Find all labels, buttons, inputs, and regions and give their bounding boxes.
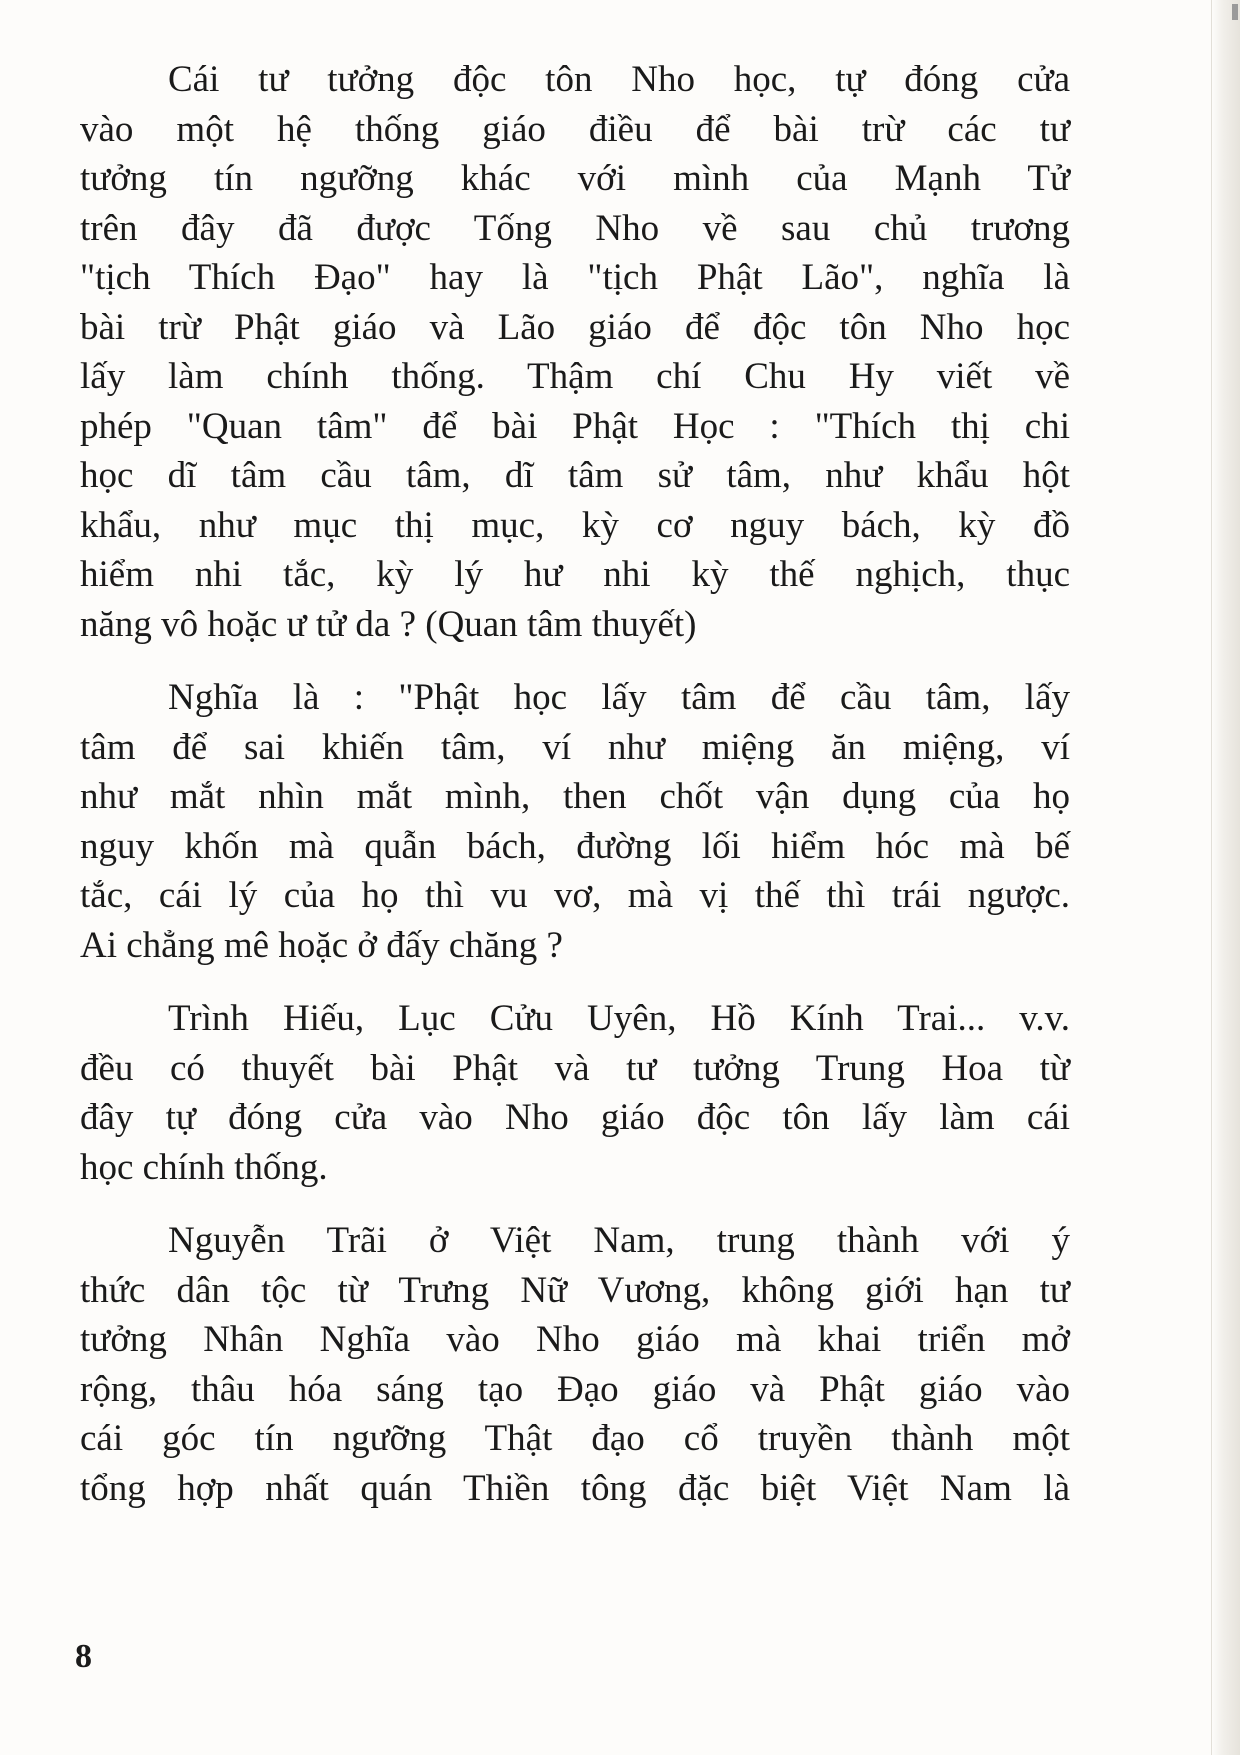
edge-mark	[1232, 4, 1238, 20]
paragraph-3	[80, 994, 1070, 1192]
paragraph-1	[80, 55, 1070, 649]
text-line: tưởng Nhân Nghĩa vào Nho giáo mà khai triển mở	[80, 1319, 1070, 1360]
text-line: nguy khốn mà quẫn bách, đường lối hiểm hóc mà bế	[80, 825, 1070, 867]
paragraph-4	[80, 1216, 1070, 1513]
text-line: Trình Hiếu, Lục Cửu Uyên, Hồ Kính Trai... v.v.	[168, 998, 1070, 1039]
text-line: như mắt nhìn mắt mình, then chốt vận dụng của họ	[80, 776, 1070, 817]
text-line: tưởng tín ngưỡng khác với mình của Mạnh Tử	[80, 158, 1070, 199]
page-binding-edge	[1211, 0, 1240, 1755]
text-line: phép "Quan tâm" để bài Phật Học : "Thích thị chi	[80, 405, 1070, 447]
text-line: khẩu, như mục thị mục, kỳ cơ nguy bách, kỳ đồ	[80, 504, 1070, 546]
body-text	[80, 55, 1070, 1513]
text-line: Ai chẳng mê hoặc ở đấy chăng ?	[80, 924, 563, 966]
text-line: Nghĩa là : "Phật học lấy tâm để cầu tâm, lấy	[168, 677, 1070, 718]
text-line: đều có thuyết bài Phật và tư tưởng Trung Hoa từ	[80, 1047, 1070, 1089]
text-line: vào một hệ thống giáo điều để bài trừ các tư	[80, 108, 1070, 150]
text-line: học chính thống.	[80, 1146, 328, 1188]
text-line: cái góc tín ngưỡng Thật đạo cổ truyền thành một	[80, 1418, 1070, 1459]
text-line: tâm để sai khiến tâm, ví như miệng ăn miệng, ví	[80, 726, 1070, 768]
text-line: trên đây đã được Tống Nho về sau chủ trương	[80, 207, 1070, 249]
text-line: Nguyễn Trãi ở Việt Nam, trung thành với ý	[168, 1220, 1070, 1261]
paragraph-2	[80, 673, 1070, 970]
text-line: tổng hợp nhất quán Thiền tông đặc biệt Việt Nam là	[80, 1467, 1070, 1509]
text-line: rộng, thâu hóa sáng tạo Đạo giáo và Phật giáo vào	[80, 1368, 1070, 1410]
text-line: lấy làm chính thống. Thậm chí Chu Hy viết về	[80, 356, 1070, 397]
page-number: 8	[75, 1638, 92, 1675]
text-line: hiểm nhi tắc, kỳ lý hư nhi kỳ thế nghịch, thục	[80, 554, 1070, 595]
text-line: đây tự đóng cửa vào Nho giáo độc tôn lấy làm cái	[80, 1097, 1070, 1138]
text-line: bài trừ Phật giáo và Lão giáo để độc tôn Nho học	[80, 306, 1070, 348]
text-line: học dĩ tâm cầu tâm, dĩ tâm sử tâm, như khẩu hột	[80, 455, 1070, 496]
text-line: Cái tư tưởng độc tôn Nho học, tự đóng cửa	[168, 59, 1070, 100]
text-line: thức dân tộc từ Trưng Nữ Vương, không giới hạn tư	[80, 1269, 1070, 1311]
text-line: tắc, cái lý của họ thì vu vơ, mà vị thế thì trái ngược.	[80, 875, 1070, 916]
text-line: "tịch Thích Đạo" hay là "tịch Phật Lão", nghĩa là	[80, 257, 1070, 298]
text-line: năng vô hoặc ư tử da ? (Quan tâm thuyết)	[80, 603, 697, 645]
